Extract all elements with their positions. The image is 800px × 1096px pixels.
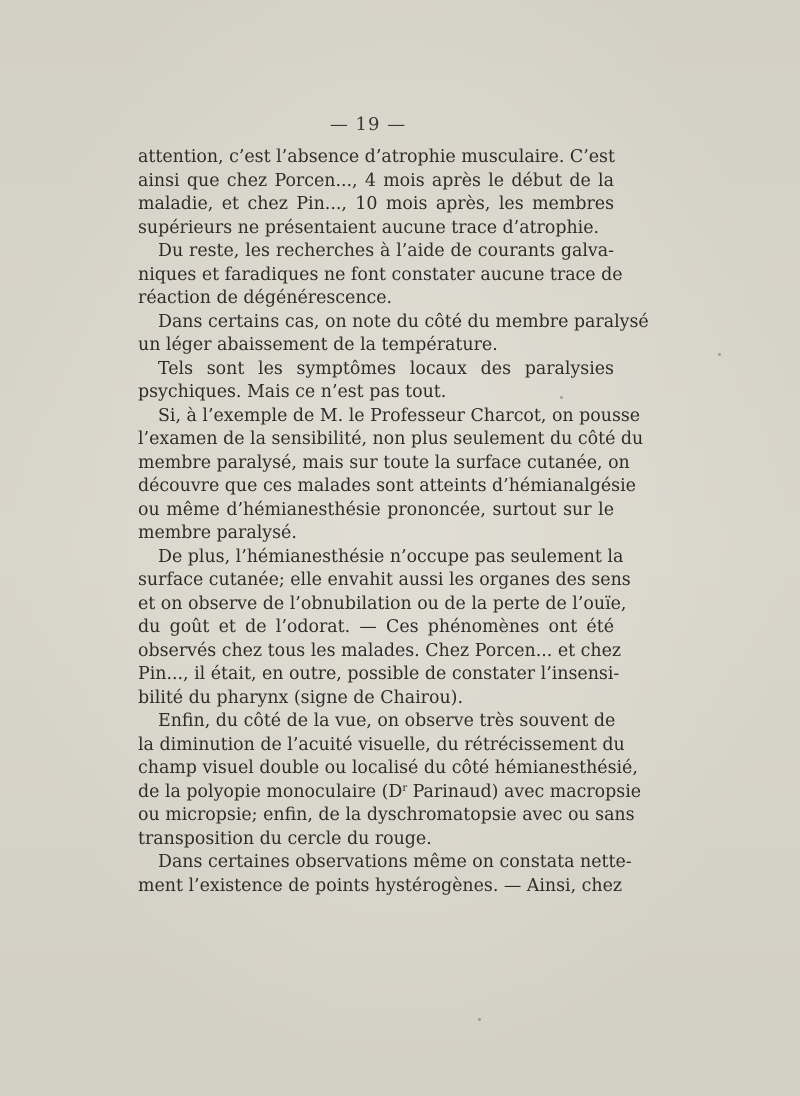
text-line: ou même d’hémianesthésie prononcée, surtout sur le (138, 499, 614, 520)
text-line: Pin..., il était, en outre, possible de constater l’insensi- (138, 664, 620, 684)
paragraph-first-line: Dans certaines observations même on constata nette- (158, 852, 632, 872)
text-line: membre paralysé. (138, 523, 297, 543)
text-fragment: Parinaud) avec macropsie (407, 781, 642, 802)
text-fragment: de la polyopie monoculaire (D (138, 781, 403, 802)
text-line: observés chez tous les malades. Chez Porcen... et chez (138, 640, 622, 661)
paragraph-first-line: Enfin, du côté de la vue, on observe très souvent de (158, 711, 616, 731)
text-line: ainsi que chez Porcen..., 4 mois après le début de la (138, 170, 614, 191)
body-text (138, 146, 649, 898)
text-line: du goût et de l’odorat. — Ces phénomènes ont été (138, 617, 614, 637)
text-line (138, 781, 642, 805)
text-line: transposition du cercle du rouge. (138, 828, 432, 849)
paragraph-first-line: Tels sont les symptômes locaux des paralysies (158, 358, 614, 379)
text-line: attention, c’est l’absence d’atrophie musculaire. C’est (138, 147, 615, 167)
text-line: supérieurs ne présentaient aucune trace d’atrophie. (138, 217, 600, 238)
text-line: surface cutanée; elle envahit aussi les organes des sens (138, 570, 631, 590)
text-line: ou micropsie; enfin, de la dyschromatopsie avec ou sans (138, 805, 635, 825)
text-line: champ visuel double ou localisé du côté hémianesthésié, (138, 758, 638, 778)
page-number: — 19 — (329, 114, 407, 135)
paragraph-first-line: Si, à l’exemple de M. le Professeur Charcot, on pousse (158, 405, 641, 426)
text-line: découvre que ces malades sont atteints d’hémianalgésie (138, 476, 636, 496)
paragraph-first-line: De plus, l’hémianesthésie n’occupe pas seulement la (158, 546, 624, 567)
paragraph-first-line: Dans certains cas, on note du côté du membre paralysé (158, 311, 649, 332)
text-line: l’examen de la sensibilité, non plus seulement du côté du (138, 429, 644, 449)
text-line: réaction de dégénérescence. (138, 288, 393, 308)
paper-speck (560, 396, 563, 399)
text-line: maladie, et chez Pin..., 10 mois après, les membres (138, 194, 614, 214)
paragraph-first-line: Du reste, les recherches à l’aide de courants galva- (158, 241, 614, 261)
paper-speck (718, 353, 721, 356)
text-line: niques et faradiques ne font constater aucune trace de (138, 264, 623, 285)
text-line: bilité du pharynx (signe de Chairou). (138, 687, 463, 708)
text-line: la diminution de l’acuité visuelle, du rétrécissement du (138, 734, 625, 755)
superscript: r (402, 782, 408, 794)
text-line: membre paralysé, mais sur toute la surface cutanée, on (138, 452, 630, 473)
text-line: psychiques. Mais ce n’est pas tout. (138, 382, 447, 402)
text-line: ment l’existence de points hystérogènes. — Ainsi, chez (138, 875, 623, 896)
text-line: et on observe de l’obnubilation ou de la perte de l’ouïe, (138, 593, 627, 614)
paper-speck (478, 1018, 481, 1021)
text-line: un léger abaissement de la température. (138, 335, 498, 355)
